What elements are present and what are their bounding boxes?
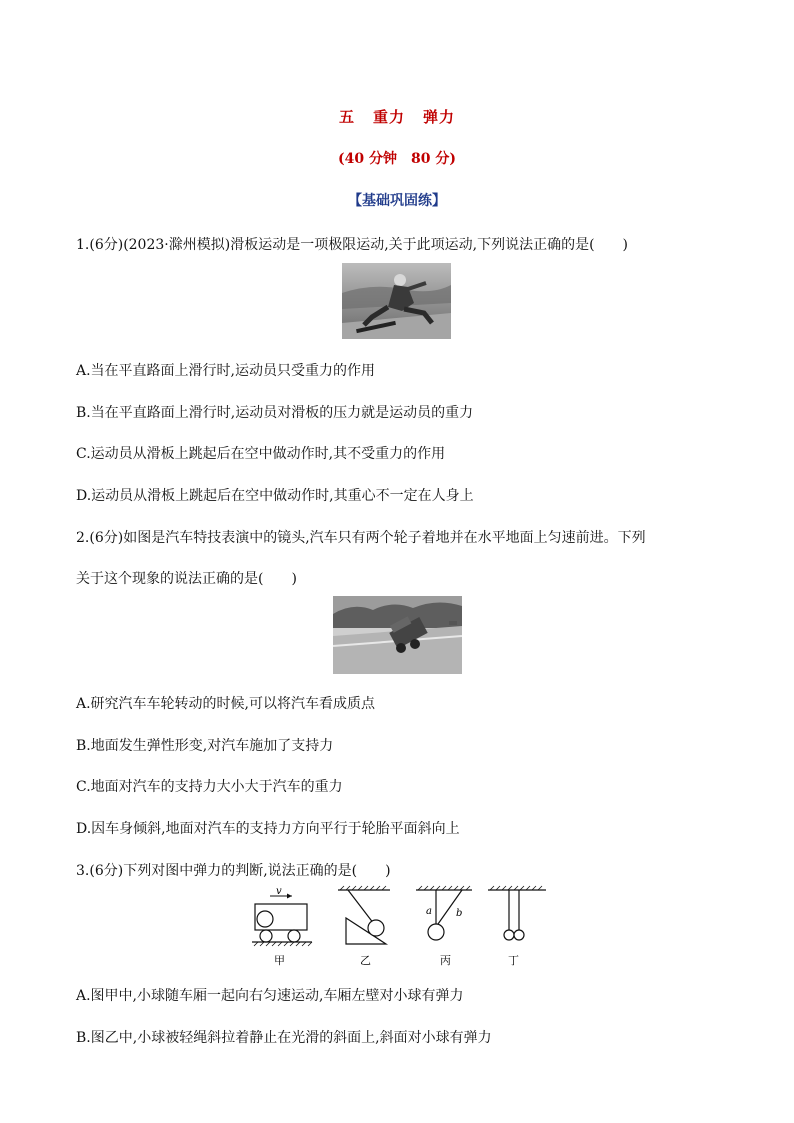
q3-stem: 3.(6分)下列对图中弹力的判断,说法正确的是( ): [76, 863, 391, 879]
page-title: [0, 106, 794, 127]
label-yi: 乙: [360, 954, 371, 967]
figure-bing: [416, 886, 472, 967]
car-stunt-photo: [333, 596, 462, 674]
q1-option-b: B.当在平直路面上滑行时,运动员对滑板的压力就是运动员的重力: [76, 405, 474, 421]
label-a: a: [426, 906, 432, 917]
figure-yi: [338, 886, 390, 967]
q1-option-a: A.当在平直路面上滑行时,运动员只受重力的作用: [76, 363, 376, 379]
label-jia: 甲: [274, 954, 285, 967]
label-b: b: [456, 908, 463, 919]
q1-stem: 1.(6分)(2023·滁州模拟)滑板运动是一项极限运动,关于此项运动,下列说法正确的是( ): [76, 237, 629, 253]
q1-option-d: D.运动员从滑板上跳起后在空中做动作时,其重心不一定在人身上: [76, 488, 474, 504]
section-heading: 【基础巩固练】: [348, 193, 446, 209]
title-number: 五: [338, 108, 355, 126]
q2-option-b: B.地面发生弹性形变,对汽车施加了支持力: [76, 738, 334, 754]
time-score: (40 分钟 80 分): [338, 151, 456, 167]
elastic-force-figures: [250, 884, 550, 968]
skateboard-photo: [342, 263, 451, 339]
label-ding: 丁: [508, 954, 519, 967]
q2-stem-line2: 关于这个现象的说法正确的是( ): [76, 571, 297, 587]
label-bing: 丙: [440, 954, 451, 967]
q2-stem-line1: 2.(6分)如图是汽车特技表演中的镜头,汽车只有两个轮子着地并在水平地面上匀速前进。下列: [76, 530, 646, 546]
q3-option-a: A.图甲中,小球随车厢一起向右匀速运动,车厢左壁对小球有弹力: [76, 988, 464, 1004]
figure-ding: [488, 886, 546, 967]
label-v: v: [276, 886, 282, 897]
q2-option-d: D.因车身倾斜,地面对汽车的支持力方向平行于轮胎平面斜向上: [76, 821, 460, 837]
title-gravity: 重力: [372, 108, 405, 126]
title-elastic: 弹力: [423, 108, 456, 126]
q1-option-c: C.运动员从滑板上跳起后在空中做动作时,其不受重力的作用: [76, 446, 446, 462]
q2-option-a: A.研究汽车车轮转动的时候,可以将汽车看成质点: [76, 696, 376, 712]
q3-option-b: B.图乙中,小球被轻绳斜拉着静止在光滑的斜面上,斜面对小球有弹力: [76, 1030, 492, 1046]
q2-option-c: C.地面对汽车的支持力大小大于汽车的重力: [76, 779, 343, 795]
figure-jia: [252, 886, 312, 967]
